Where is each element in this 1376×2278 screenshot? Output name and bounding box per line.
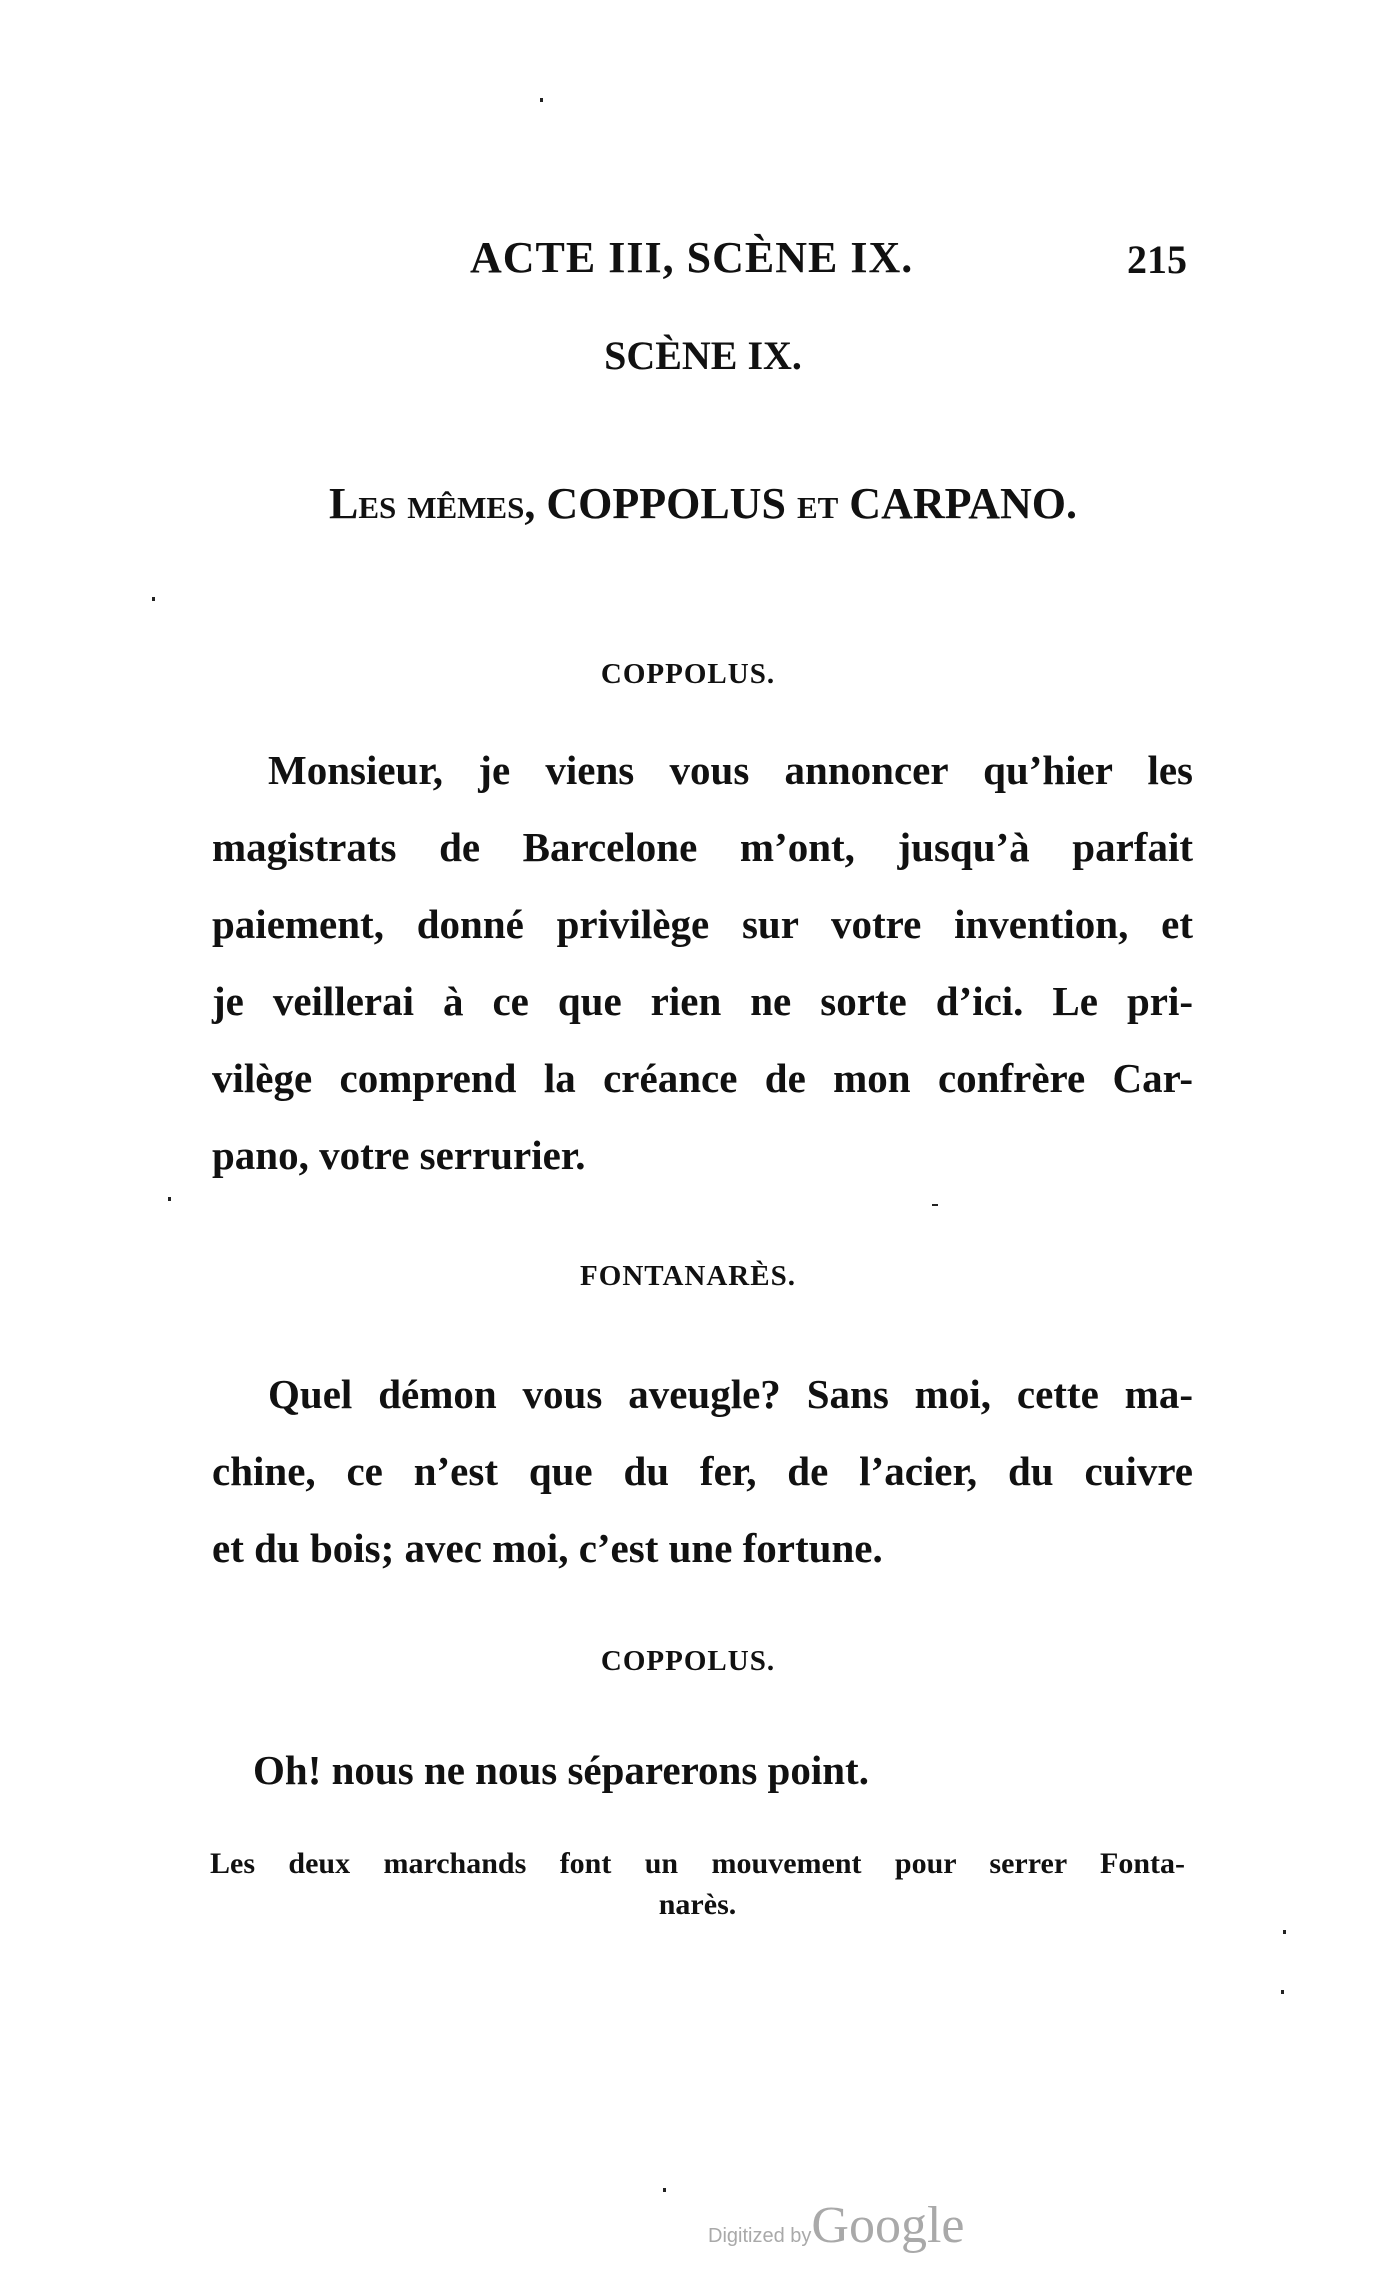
speck: [1283, 1930, 1286, 1934]
speech-text: [212, 732, 1193, 1194]
text-line: Monsieur, je viens vous annoncer qu’hier les: [268, 747, 1193, 793]
text-line: chine, ce n’est que du fer, de l’acier, du cuivre: [212, 1448, 1193, 1494]
speech-text: [212, 1732, 1193, 1809]
google-logo: Google: [811, 2197, 965, 2254]
character-list: [0, 478, 1376, 529]
characters-memes: mêmes,: [407, 479, 536, 528]
scene-title: SCÈNE IX.: [604, 333, 802, 378]
text-line: je veillerai à ce que rien ne sorte d’ici. Le pri-: [212, 978, 1193, 1024]
text-line: et du bois; avec moi, c’est une fortune.: [212, 1525, 883, 1571]
running-title: ACTE III, SCÈNE IX.: [470, 233, 914, 282]
text-line: Oh! nous ne nous séparerons point.: [253, 1747, 869, 1793]
speech-text: [212, 1356, 1193, 1587]
text-line: magistrats de Barcelone m’ont, jusqu’à parfait: [212, 824, 1193, 870]
text-line: pano, votre serrurier.: [212, 1132, 586, 1178]
text-line: vilège comprend la créance de mon confrère Car-: [212, 1055, 1193, 1101]
stage-direction-line: narès.: [658, 1888, 737, 1921]
speaker-name: COPPOLUS.: [600, 658, 776, 690]
speck: [932, 1204, 938, 1206]
speck: [540, 98, 543, 102]
characters-coppolus: COPPOLUS: [546, 479, 786, 528]
characters-et: et: [796, 479, 839, 528]
stage-direction: [210, 1843, 1185, 1925]
digitized-by-label: Digitized by: [708, 2225, 812, 2247]
page-number: 215: [1127, 237, 1187, 282]
speck: [1281, 1990, 1284, 1994]
google-watermark: [708, 2196, 964, 2255]
stage-direction-line: Les deux marchands font un mouvement pour serrer Fonta-: [210, 1847, 1185, 1880]
speaker-name: FONTANARÈS.: [580, 1260, 796, 1292]
text-line: paiement, donné privilège sur votre invention, et: [212, 901, 1193, 947]
characters-carpano: CARPANO.: [849, 479, 1078, 528]
speaker-name: COPPOLUS.: [600, 1645, 776, 1677]
speck: [152, 597, 155, 601]
text-line: Quel démon vous aveugle? Sans moi, cette ma-: [268, 1371, 1193, 1417]
speck: [663, 2188, 666, 2192]
speck: [168, 1197, 171, 1201]
characters-les: Les: [328, 479, 397, 528]
